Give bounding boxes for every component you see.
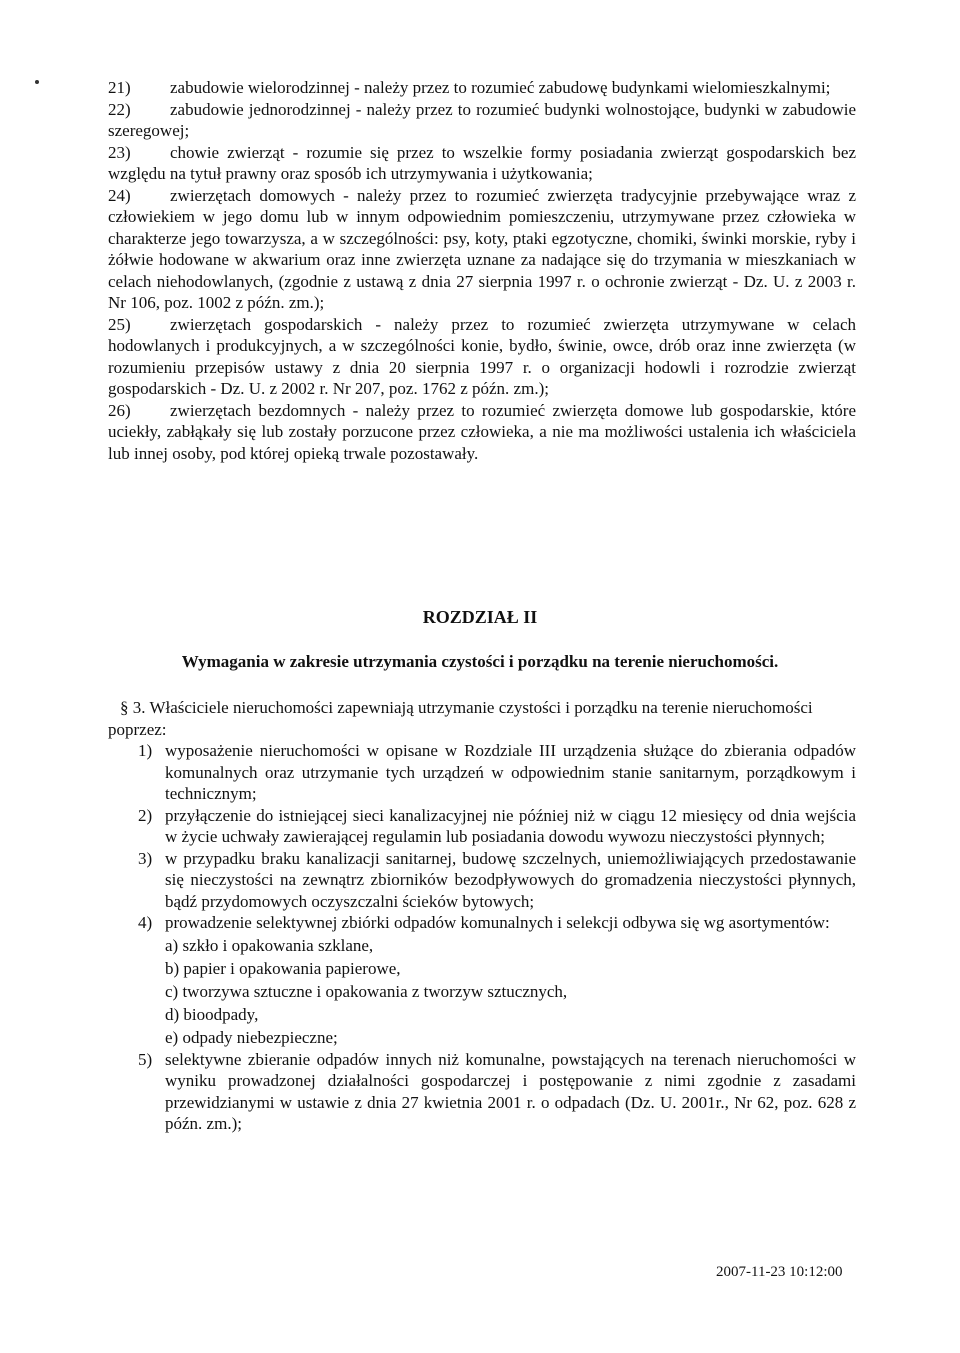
item-text: prowadzenie selektywnej zbiórki odpadów komunalnych i selekcji odbywa się wg asortymentów: (165, 913, 830, 932)
definition-number: 26) (108, 400, 131, 420)
item-text: selektywne zbieranie odpadów innych niż komunalne, powstających na terenach nieruchomości w wyniku prowadzonej działalności gospodarczej i postępowanie z nimi zgodnie z zasadami przewidzianymi w ustawie z dnia 27 kwietnia 2001 r. o odpadach (Dz. U. 2001r., Nr 62, poz. 628 z późn. zm.); (165, 1049, 856, 1133)
list-item (108, 912, 856, 934)
sub-item: e) odpady niebezpieczne; (165, 1027, 338, 1047)
item-text: w przypadku braku kanalizacji sanitarnej, budowę szczelnych, uniemożliwiających przedostawanie się nieczystości na zewnątrz zbiorników bezodpływowych do gromadzenia nieczystości płynnych, bądź przydomowych oczyszczalni ścieków bytowych; (165, 848, 856, 911)
definition-text: zabudowie jednorodzinnej - należy przez to rozumieć budynki wolnostojące, budynki w zabudowie szeregowej; (108, 99, 856, 140)
item-number: 1) (138, 741, 153, 760)
list-item (108, 740, 856, 805)
definition-number: 24) (108, 185, 131, 205)
list-item (108, 1049, 856, 1135)
definition-text: zwierzętach gospodarskich - należy przez to rozumieć zwierzęta utrzymywane w celach hodowlanych i produkcyjnych, a w szczególności konie, bydło, świnie, owce, drób oraz inne zwierzęta (w rozumieniu przepisów ustawy z dnia 20 sierpnia 1997 r. o organizacji hodowli i rozrodzie zwierząt gospodarskich - Dz. U. z 2002 r. Nr 207, poz. 1762 z późn. zm.); (108, 314, 856, 398)
definition-item (108, 314, 856, 400)
footer-timestamp: 2007-11-23 10:12:00 (716, 1264, 843, 1280)
item-number: 4) (138, 913, 153, 932)
definition-item (108, 99, 856, 142)
scan-dot (35, 80, 39, 84)
definition-item (108, 400, 856, 465)
definition-number: 23) (108, 142, 131, 162)
definition-item (108, 77, 856, 99)
chapter-title: ROZDZIAŁ II (422, 607, 538, 627)
definition-text: zwierzętach bezdomnych - należy przez to rozumieć zwierzęta domowe lub gospodarskie, które uciekły, zabłąkały się lub zostały porzucone przez człowieka, a nie ma możliwości ustalenia ich właściciela lub innej osoby, pod której opieką trwale pozostawały. (108, 400, 856, 463)
definition-item (108, 142, 856, 185)
item-text: przyłączenie do istniejącej sieci kanalizacyjnej nie później niż w ciągu 12 miesięcy od dnia wejścia w życie uchwały zawierającej regulamin lub posiadania dowodu wywozu nieczystości płynnych; (165, 805, 856, 846)
definition-item (108, 185, 856, 314)
chapter-subtitle: Wymagania w zakresie utrzymania czystości i porządku na terenie nieruchomości. (181, 652, 779, 671)
list-item (108, 805, 856, 848)
item-text: wyposażenie nieruchomości w opisane w Rozdziale III urządzenia służące do zbierania odpadów komunalnych oraz utrzymanie tych urządzeń w odpowiednim stanie sanitarnym, porządkowym i technicznym; (165, 741, 856, 803)
definition-text: zwierzętach domowych - należy przez to rozumieć zwierzęta tradycyjnie przebywające wraz z człowiekiem w jego domu lub w innym odpowiednim pomieszczeniu, utrzymywane przez człowieka w charakterze jego towarzysza, a w szczególności: psy, koty, ptaki egzotyczne, chomiki, świnki morskie, ryby i żółwie hodowane w akwarium oraz inne zwierzęta uznane za nadające się do trzymania w mieszkaniach w celach niehodowlanych, (zgodnie z ustawą z dnia 27 sierpnia 1997 r. o ochronie zwierząt - Dz. U. z 2003 r. Nr 106, poz. 1002 z późn. zm.); (108, 185, 856, 312)
sub-item: d) bioodpady, (165, 1004, 259, 1024)
definition-number: 25) (108, 314, 131, 334)
definition-number: 22) (108, 99, 131, 119)
sub-item: c) tworzywa sztuczne i opakowania z tworzyw sztucznych, (165, 981, 568, 1001)
definition-text: zabudowie wielorodzinnej - należy przez to rozumieć zabudowę budynkami wielomieszkalnymi; (170, 78, 831, 97)
item-number: 5) (138, 1049, 153, 1069)
section-3 (108, 697, 856, 1135)
item-number: 3) (138, 848, 153, 868)
section-intro: § 3. Właściciele nieruchomości zapewniają utrzymanie czystości i porządku na terenie nieruchomości poprzez: (108, 698, 813, 739)
definitions-list (108, 77, 856, 464)
sub-item: a) szkło i opakowania szklane, (165, 935, 374, 955)
definition-text: chowie zwierząt - rozumie się przez to wszelkie formy posiadania zwierząt gospodarskich bez względu na tytuł prawny oraz sposób ich utrzymywania i użytkowania; (108, 142, 856, 183)
sub-item: b) papier i opakowania papierowe, (165, 958, 401, 978)
waste-categories (108, 934, 856, 1049)
definition-number: 21) (108, 78, 131, 97)
list-item (108, 848, 856, 913)
item-number: 2) (138, 805, 153, 825)
